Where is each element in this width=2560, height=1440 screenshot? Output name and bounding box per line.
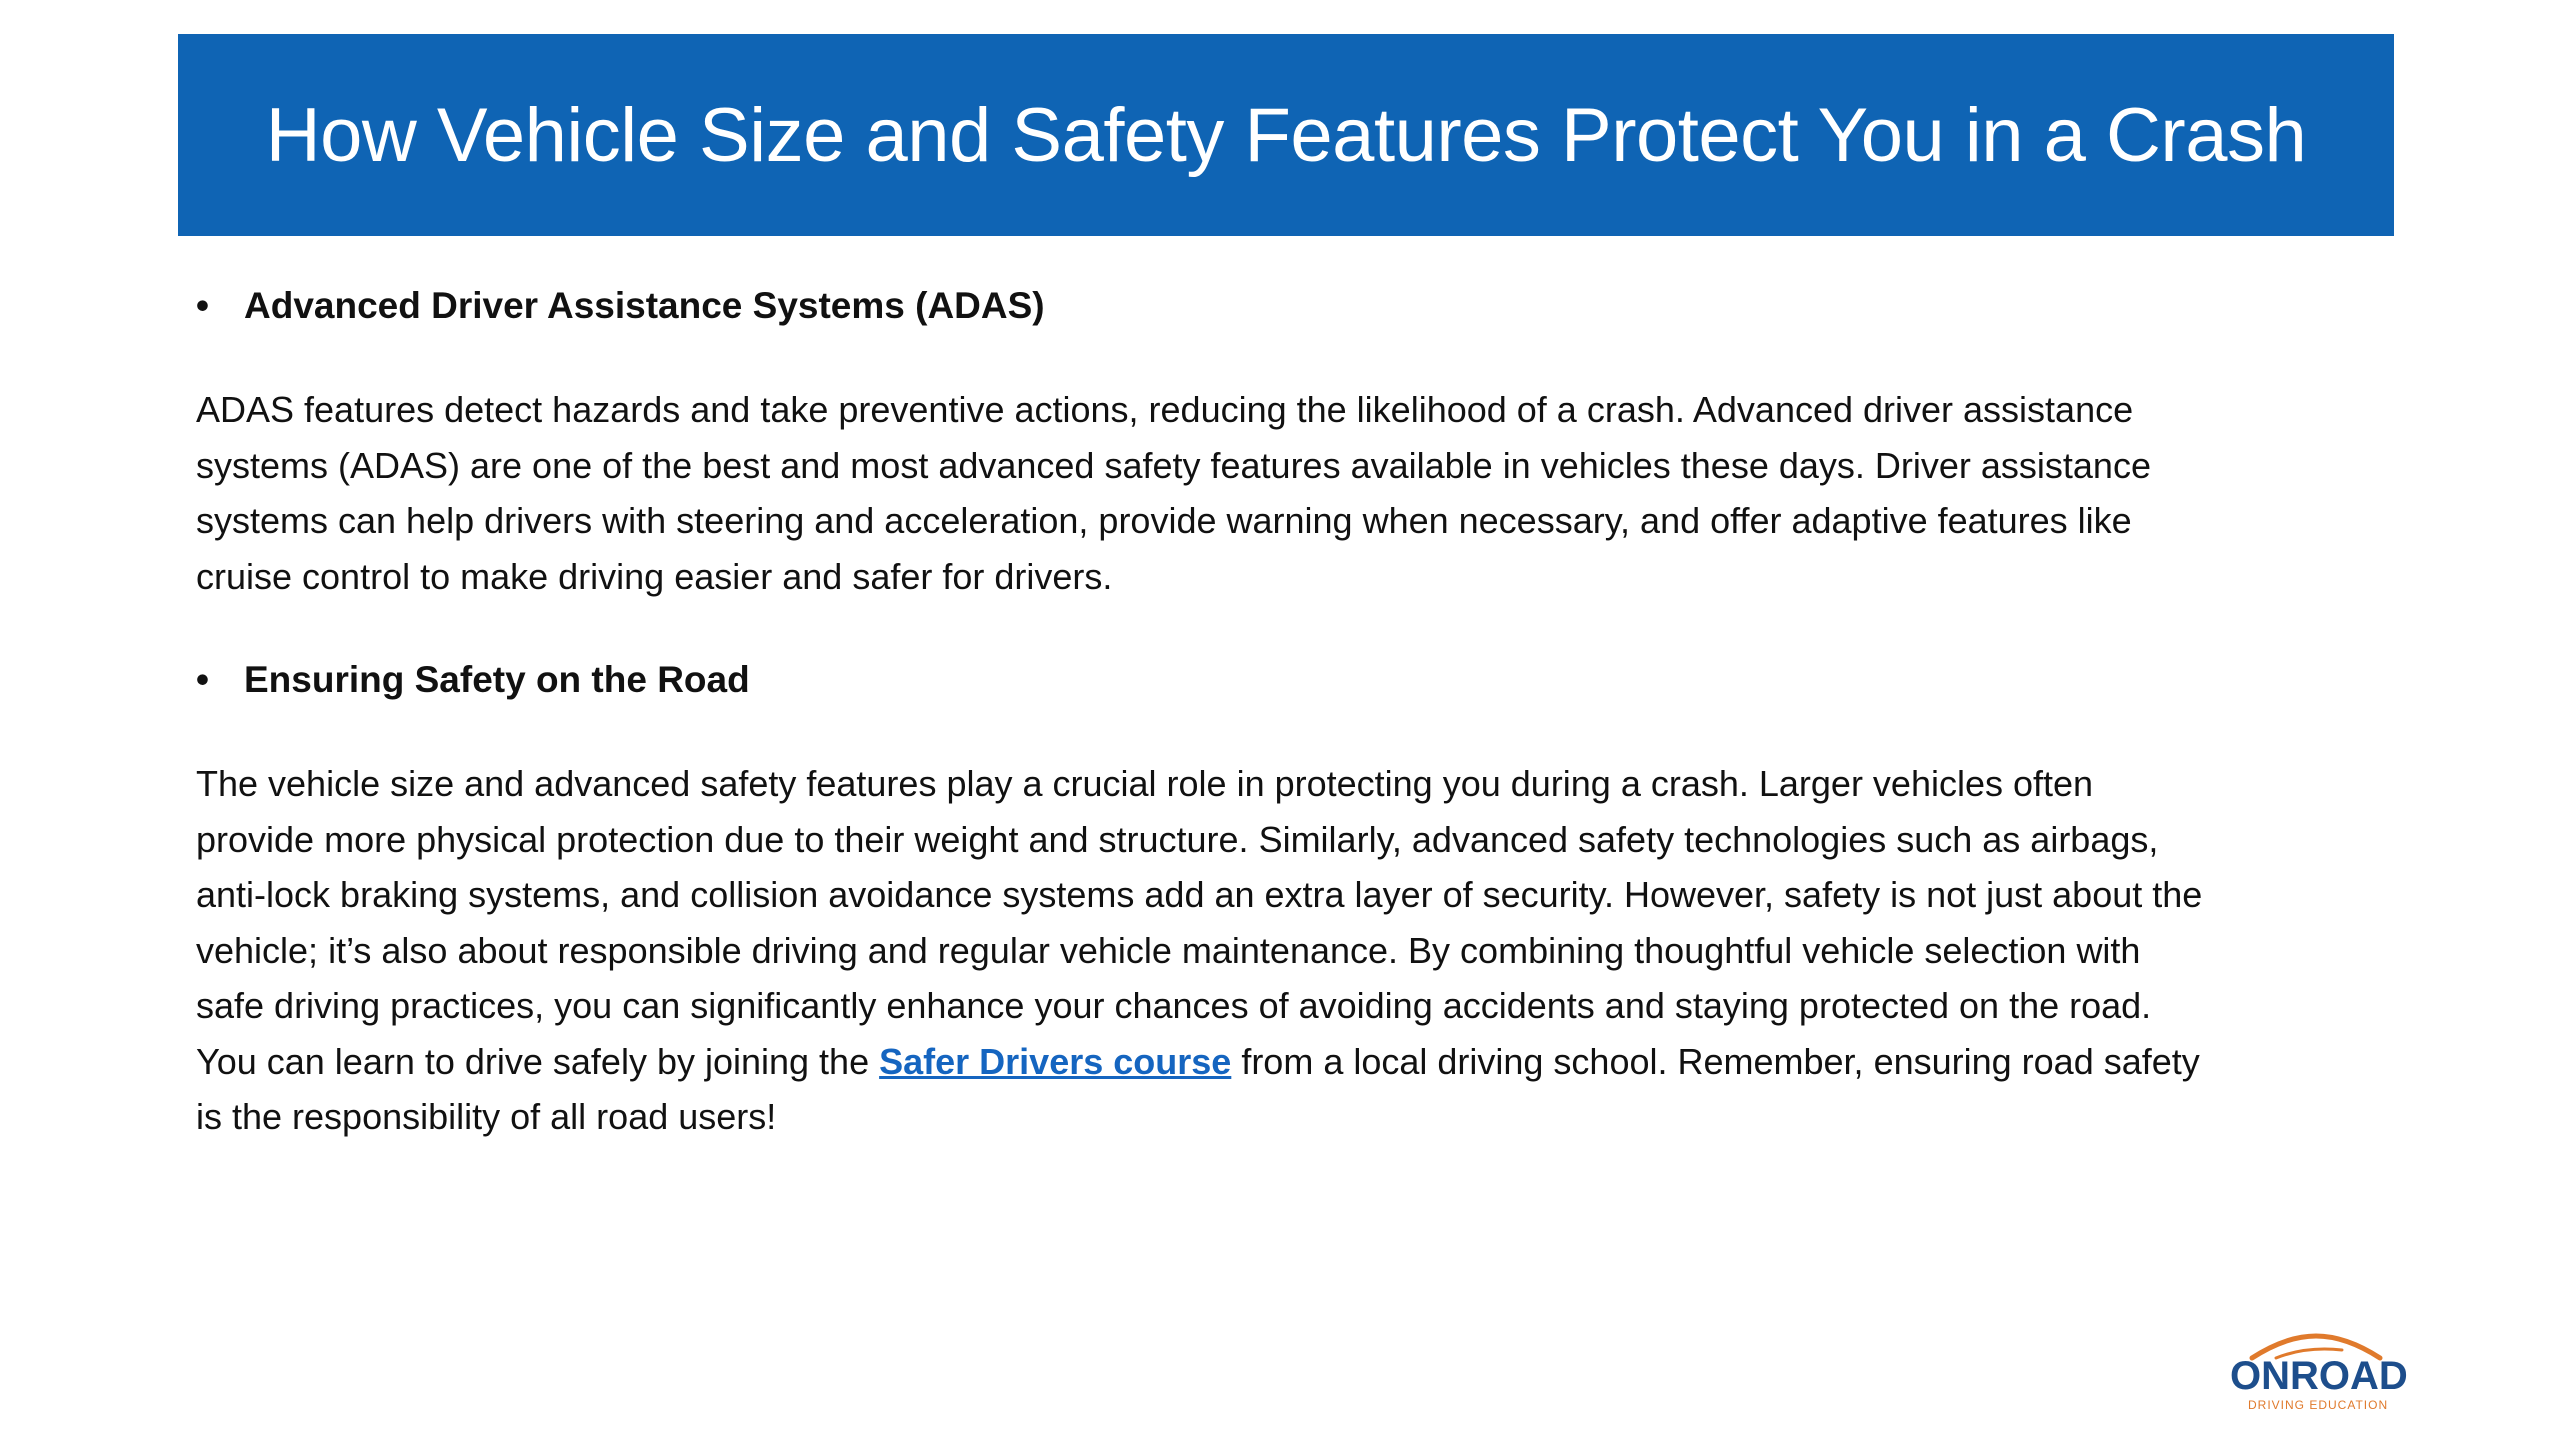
page-title: How Vehicle Size and Safety Features Protect You in a Crash xyxy=(265,92,2307,178)
body-text-before-link: The vehicle size and advanced safety features play a crucial role in protecting you during a crash. Larger vehicles often provide more physical protection due to their weight and structure. Similarly, advanced safety technologies such as airbags, anti-lock braking systems, and collision avoidance systems add an extra layer of security. However, safety is not just about the vehicle; it’s also about responsible driving and regular vehicle maintenance. By combining thoughtful vehicle selection with safe driving practices, you can significantly enhance your chances of avoiding accidents and staying protected on the road. You can learn to drive safely by joining the xyxy=(196,763,2203,1082)
title-banner xyxy=(178,34,2394,236)
section-heading-text: Advanced Driver Assistance Systems (ADAS) xyxy=(244,285,1045,326)
section-body-road-safety xyxy=(196,756,2376,1145)
logo-wordmark: ONROAD xyxy=(2230,1354,2408,1398)
safer-drivers-course-link[interactable]: Safer Drivers course xyxy=(879,1040,1232,1082)
bullet-dot: • xyxy=(196,659,209,700)
logo-tagline: DRIVING EDUCATION xyxy=(2248,1398,2389,1412)
slide-content xyxy=(196,278,2376,1145)
section-heading-road-safety xyxy=(196,652,2376,708)
onroad-logo xyxy=(2226,1332,2406,1416)
bullet-dot: • xyxy=(196,285,209,326)
section-heading-adas xyxy=(196,278,2376,334)
section-body-adas: ADAS features detect hazards and take preventive actions, reducing the likelihood of a crash. Advanced driver assistance systems (ADAS) are one of the best and most advanced safety features available in vehicles these days. Driver assistance systems can help drivers with steering and acceleration, provide warning when necessary, and offer adaptive features like cruise control to make driving easier and safer for drivers. xyxy=(196,389,2151,597)
body-text-after-link: from a local driving school. Remember, ensuring road safety is the responsibility of all road users! xyxy=(196,1040,2200,1137)
section-heading-text: Ensuring Safety on the Road xyxy=(244,659,750,700)
